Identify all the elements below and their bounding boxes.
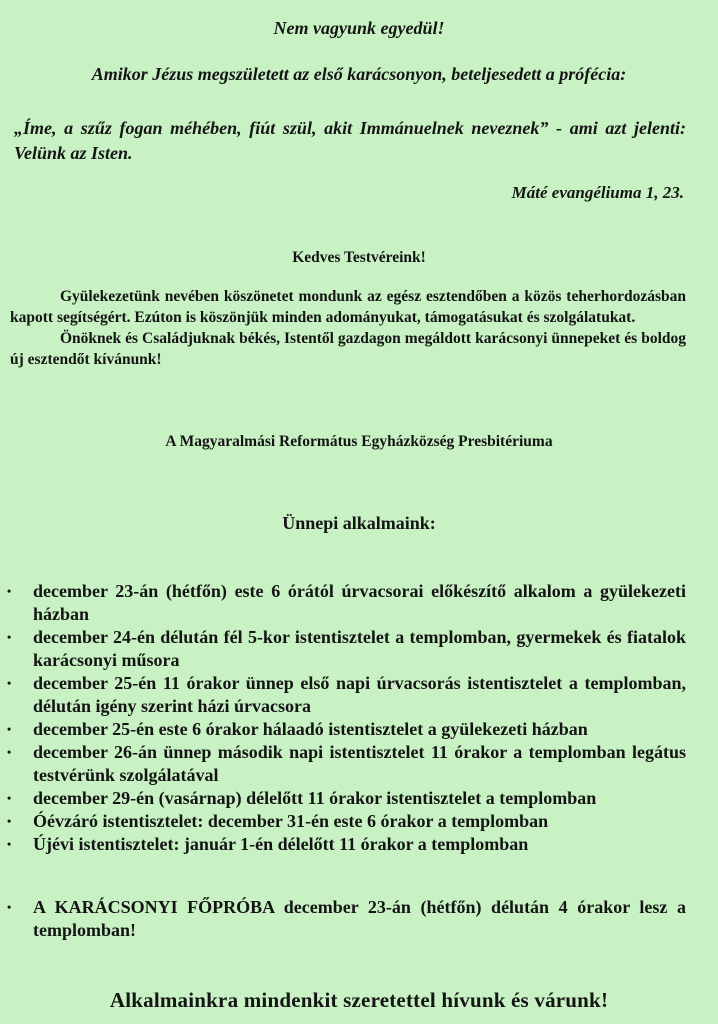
event-item — [0, 787, 686, 810]
event-item — [0, 833, 686, 856]
bullet-icon: • — [7, 745, 12, 759]
bullet-icon: • — [7, 676, 12, 690]
closing-invitation: Alkalmainkra mindenkit szeretettel hívunk és várunk! — [109, 988, 609, 1012]
bullet-icon: • — [7, 900, 12, 914]
event-text: december 23-án (hétfőn) este 6 órától úrvacsorai előkészítő alkalom a gyülekezeti házban — [33, 581, 686, 624]
event-item — [0, 672, 686, 718]
letter-paragraph: Gyülekezetünk nevében köszönetet mondunk az egész esztendőben a közös teherhordozásban kapott segítségért. Ezúton is köszönjük minden adományukat, támogatásukat és szolgálatukat. — [10, 288, 686, 326]
event-text: Újévi istentisztelet: január 1-én délelőtt 11 órakor a templomban — [33, 834, 529, 854]
event-item — [0, 718, 686, 741]
page-title: Nem vagyunk egyedül! — [273, 18, 445, 38]
event-item — [0, 741, 686, 787]
prophecy-intro: Amikor Jézus megszületett az első karácsonyon, beteljesedett a prófécia: — [91, 64, 627, 84]
event-text: december 29-én (vasárnap) délelőtt 11 órakor istentisztelet a templomban — [33, 788, 597, 808]
signature: A Magyaralmási Református Egyházközség Presbitériuma — [165, 433, 553, 450]
event-text: december 25-én 11 órakor ünnep első napi úrvacsorás istentisztelet a templomban, délután igény szerint házi úrvacsora — [33, 673, 686, 716]
bullet-icon: • — [7, 791, 12, 805]
event-text: Óévzáró istentisztelet: december 31-én este 6 órakor a templomban — [33, 811, 549, 831]
event-item — [0, 626, 686, 672]
rehearsal-item — [0, 896, 686, 942]
rehearsal-notice — [0, 896, 686, 942]
greeting: Kedves Testvéreink! — [292, 249, 426, 266]
event-text: december 24-én délután fél 5-kor istentisztelet a templomban, gyermekek és fiatalok karácsonyi műsora — [33, 627, 686, 670]
bullet-icon: • — [7, 837, 12, 851]
event-text: december 26-án ünnep második napi istentisztelet 11 órakor a templomban legátus testvérünk szolgálatával — [33, 742, 686, 785]
bible-verse: „Íme, a szűz fogan méhében, fiút szül, akit Immánuelnek neveznek” - ami azt jelenti: Velünk az Isten. — [14, 118, 686, 163]
letter-body — [10, 286, 686, 370]
bullet-icon: • — [7, 814, 12, 828]
bullet-icon: • — [7, 722, 12, 736]
bullet-icon: • — [7, 584, 12, 598]
rehearsal-text: A KARÁCSONYI FŐPRÓBA december 23-án (hétfőn) délután 4 órakor lesz a templomban! — [33, 897, 686, 940]
verse-reference: Máté evangéliuma 1, 23. — [511, 183, 684, 202]
event-text: december 25-én este 6 órakor hálaadó istentisztelet a gyülekezeti házban — [33, 719, 588, 739]
event-item — [0, 580, 686, 626]
events-list — [0, 580, 686, 856]
bullet-icon: • — [7, 630, 12, 644]
letter-paragraph: Önöknek és Családjuknak békés, Istentől gazdagon megáldott karácsonyi ünnepeket és boldog új esztendőt kívánunk! — [10, 330, 686, 368]
events-title: Ünnepi alkalmaink: — [282, 513, 436, 533]
event-item — [0, 810, 686, 833]
